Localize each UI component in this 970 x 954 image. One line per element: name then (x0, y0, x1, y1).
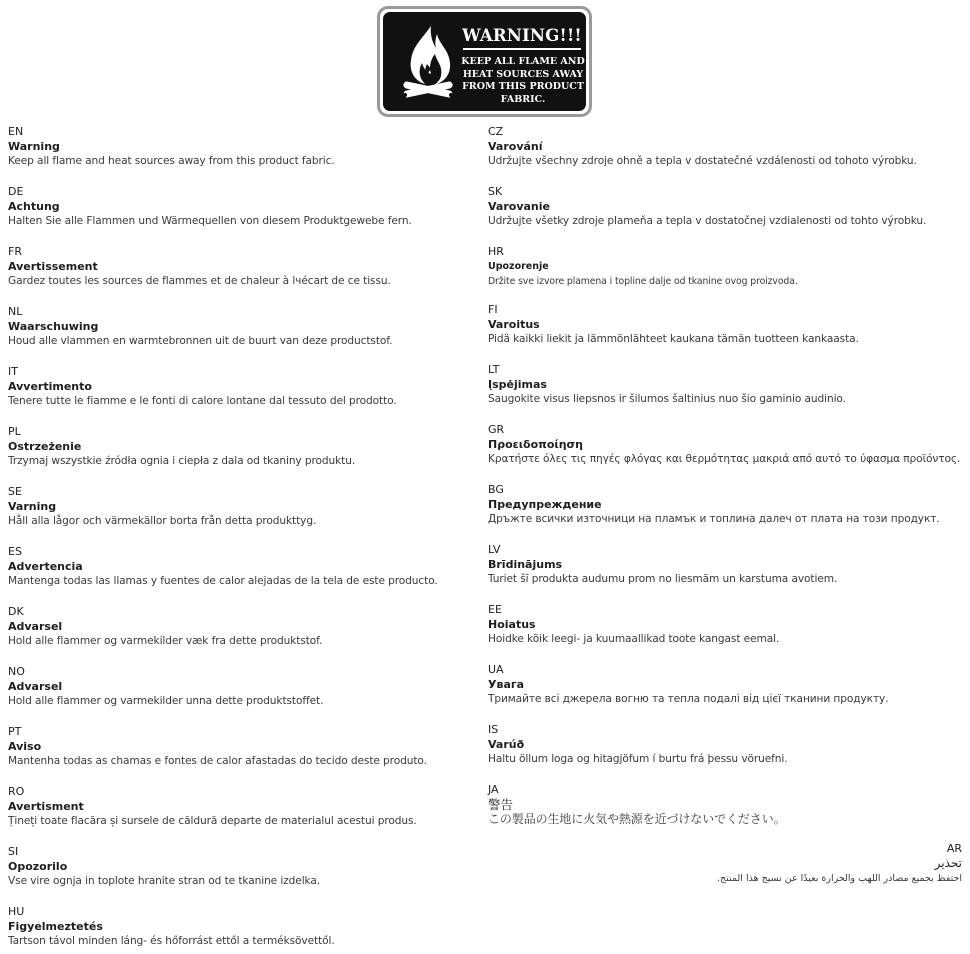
language-text: Hold alle flammer og varmekilder væk fra dette produktstof. (8, 635, 323, 647)
language-entry-en (8, 124, 468, 169)
language-heading: Varování (488, 140, 543, 153)
language-code: BG (488, 483, 504, 496)
language-code: IS (488, 723, 499, 736)
language-heading: تحذير (934, 856, 962, 870)
language-code: EE (488, 603, 502, 616)
language-text: Дръжте всички източници на пламък и топлина далеч от плата на този продукт. (488, 513, 940, 525)
language-code: HR (488, 245, 504, 258)
language-heading: Warning (8, 140, 60, 153)
language-heading: Предупреждение (488, 498, 602, 511)
language-heading: Avertisment (8, 800, 84, 813)
language-code: DK (8, 605, 24, 618)
language-entry-lt (488, 362, 958, 407)
language-entry-is (488, 722, 958, 767)
language-code: PL (8, 425, 21, 438)
language-code: HU (8, 905, 25, 918)
language-heading: Aviso (8, 740, 42, 753)
language-text: Țineți toate flacăra și sursele de căldură departe de materialul acestui produs. (8, 815, 417, 827)
language-text: この製品の生地に火気や熱源を近づけないでください。 (488, 812, 786, 826)
language-text: Mantenga todas las llamas y fuentes de calor alejadas de la tela de este producto. (8, 575, 438, 587)
language-text: Udržujte všechny zdroje ohně a tepla v dostatečné vzdálenosti od tohoto výrobku. (488, 155, 917, 167)
language-text: احتفظ بجميع مصادر اللهب والحرارة بعيدًا عن نسيج هذا المنتج. (717, 873, 962, 884)
language-code: SE (8, 485, 22, 498)
language-text: Vse vire ognja in toplote hranite stran od te tkanine izdelka. (8, 875, 321, 887)
warning-title: WARNING!!! (462, 26, 582, 45)
language-entry-dk (8, 604, 468, 649)
language-code: NO (8, 665, 25, 678)
language-code: FI (488, 303, 498, 316)
language-text: Tartson távol minden láng- és hőforrást ettől a terméksövettől. (8, 935, 335, 947)
language-entry-ro (8, 784, 468, 829)
language-heading: Avertissement (8, 260, 98, 273)
language-heading: 警告 (488, 797, 514, 812)
language-text: Hold alle flammer og varmekilder unna dette produktstoffet. (8, 695, 324, 707)
language-entry-it (8, 364, 468, 409)
language-entry-ee (488, 602, 958, 647)
language-code: LT (488, 363, 500, 376)
language-heading: Varning (8, 500, 57, 513)
language-heading: Hoiatus (488, 618, 536, 631)
language-heading: Προειδοποίηση (488, 438, 583, 451)
language-entry-gr (488, 422, 961, 467)
language-code: SK (488, 185, 503, 198)
language-entry-bg (488, 482, 958, 527)
language-entry-de (8, 184, 468, 229)
language-heading: Upozorenje (488, 261, 549, 272)
language-text: Gardez toutes les sources de flammes et de chaleur à lчécart de ce tissu. (8, 275, 391, 287)
language-text: Тримайте всі джерела вогню та тепла подалі від цієї тканини продукту. (488, 693, 889, 705)
language-heading: Advertencia (8, 560, 83, 573)
language-text: Trzymaj wszystkie źródła ognia i ciepła z dala od tkaniny produktu. (8, 455, 356, 467)
language-code: JA (488, 783, 499, 796)
language-heading: Achtung (8, 200, 60, 213)
language-code: NL (8, 305, 23, 318)
language-heading: Brīdinājums (488, 558, 563, 571)
language-entry-es (8, 544, 468, 589)
language-entry-se (8, 484, 468, 529)
language-code: SI (8, 845, 19, 858)
language-code: IT (8, 365, 18, 378)
language-entry-nl (8, 304, 468, 349)
warning-label-panel (383, 12, 586, 111)
language-code: EN (8, 125, 24, 138)
language-code: DE (8, 185, 24, 198)
language-heading: Varovanie (488, 200, 550, 213)
language-text: Držite sve izvore plamena i topline dalje od tkanine ovog proizvoda. (488, 276, 798, 287)
language-entry-pl (8, 424, 468, 469)
language-entry-no (8, 664, 468, 709)
language-code: FR (8, 245, 22, 258)
language-code: PT (8, 725, 22, 738)
language-entry-si (8, 844, 468, 889)
language-text: Κρατήστε όλες τις πηγές φλόγας και θερμότητας μακριά από αυτό το ύφασμα προϊόντος. (488, 453, 961, 465)
language-text: Mantenha todas as chamas e fontes de calor afastadas do tecido deste produto. (8, 755, 427, 767)
language-heading: Opozorilo (8, 860, 68, 873)
language-code: CZ (488, 125, 504, 138)
language-entry-ar (717, 841, 962, 886)
language-text: Saugokite visus liepsnos ir šilumos šaltinius nuo šio gaminio audinio. (488, 393, 846, 405)
language-heading: Увага (488, 678, 525, 691)
language-entry-fi (488, 302, 958, 347)
title-underline (463, 48, 581, 50)
language-code: GR (488, 423, 505, 436)
language-heading: Avvertimento (8, 380, 92, 393)
campfire-flame-icon (397, 24, 459, 104)
language-heading: Įspėjimas (488, 378, 547, 391)
language-text: Hoidke kõik leegi- ja kuumaallikad toote kangast eemal. (488, 633, 780, 645)
language-entry-hr (488, 244, 958, 289)
warning-label (377, 6, 592, 117)
language-text: Udržujte všetky zdroje plameňa a tepla v dostatočnej vzdialenosti od tohto výrobku. (488, 215, 927, 227)
language-entry-cz (488, 124, 958, 169)
language-heading: Varúð (488, 738, 525, 751)
language-heading: Advarsel (8, 620, 63, 633)
language-entry-ua (488, 662, 958, 707)
language-entry-hu (8, 904, 468, 949)
language-entry-sk (488, 184, 958, 229)
language-text: Halten Sie alle Flammen und Wärmequellen von diesem Produktgewebe fern. (8, 215, 412, 227)
language-text: Turiet šī produkta audumu prom no liesmām un karstuma avotiem. (488, 573, 838, 585)
language-code: LV (488, 543, 501, 556)
language-heading: Varoitus (488, 318, 540, 331)
language-code: AR (946, 842, 962, 855)
language-text: Haltu öllum loga og hitagjöfum í burtu frá þessu vöruefni. (488, 753, 788, 765)
language-code: RO (8, 785, 25, 798)
language-entry-pt (8, 724, 468, 769)
language-text: Håll alla lågor och värmekällor borta från detta produkttyg. (8, 515, 317, 527)
language-code: UA (488, 663, 504, 676)
language-heading: Figyelmeztetés (8, 920, 103, 933)
language-entry-lv (488, 542, 958, 587)
language-entry-ja (488, 782, 958, 827)
language-heading: Waarschuwing (8, 320, 99, 333)
language-heading: Ostrzeżenie (8, 440, 82, 453)
warning-text: KEEP ALL FLAME AND HEAT SOURCES AWAY FROM THIS PRODUCT FABRIC. (461, 56, 585, 105)
language-text: Houd alle vlammen en warmtebronnen uit de buurt van deze productstof. (8, 335, 393, 347)
language-code: ES (8, 545, 22, 558)
language-text: Tenere tutte le fiamme e le fonti di calore lontane dal tessuto del prodotto. (8, 395, 397, 407)
language-entry-fr (8, 244, 468, 289)
language-heading: Advarsel (8, 680, 63, 693)
language-text: Pidä kaikki liekit ja lämmönlähteet kaukana tämän tuotteen kankaasta. (488, 333, 859, 345)
language-text: Keep all flame and heat sources away from this product fabric. (8, 155, 335, 167)
